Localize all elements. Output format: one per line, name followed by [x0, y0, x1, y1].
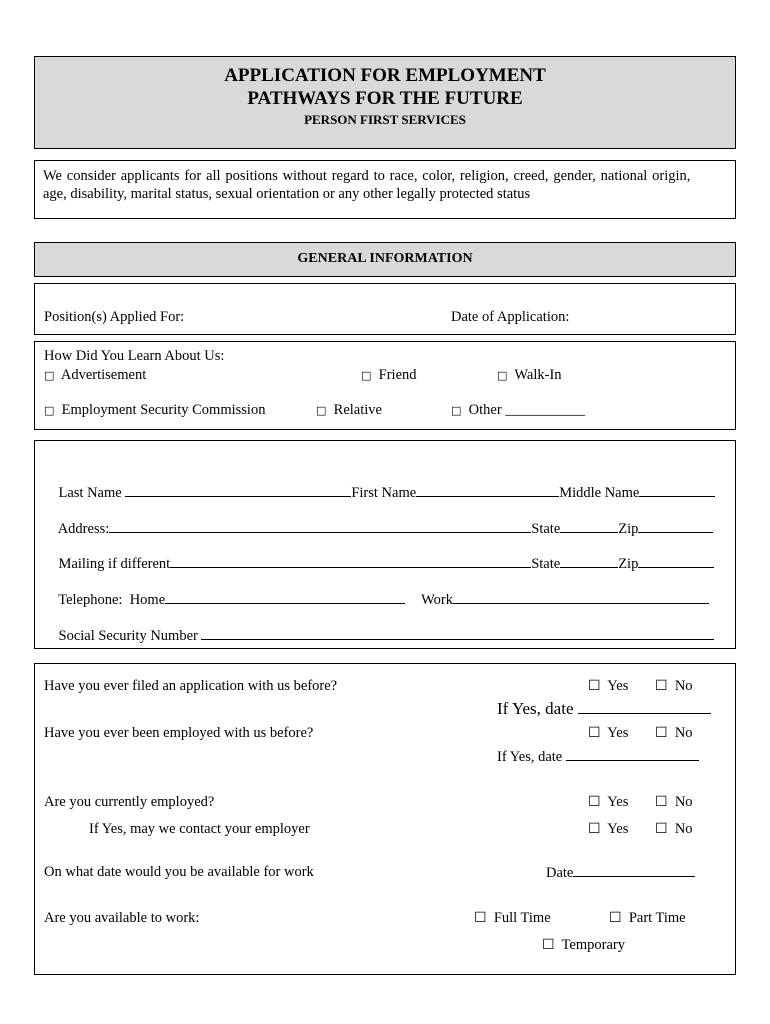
question-contact-employer: If Yes, may we contact your employer — [89, 821, 310, 837]
mailing-zip-field[interactable] — [638, 554, 714, 568]
telephone-work-field[interactable] — [453, 590, 709, 604]
option-label: Advertisement — [60, 367, 147, 383]
checkbox-icon[interactable]: ☐ — [588, 725, 601, 741]
q1-if-yes-date — [497, 697, 711, 720]
referral-source-box — [34, 341, 736, 430]
option-label: Walk-In — [514, 367, 562, 383]
middle-name-label: Middle Name — [559, 485, 640, 501]
address-field[interactable] — [109, 519, 531, 533]
yes-label: Yes — [607, 794, 629, 810]
general-information-header — [34, 242, 736, 277]
full-time-label: Full Time — [493, 910, 551, 926]
temporary-label: Temporary — [561, 937, 625, 953]
question-filed-before: Have you ever filed an application with us before? — [44, 678, 338, 694]
notice-line-2: age, disability, marital status, sexual orientation or any other legally protected status — [43, 186, 531, 202]
checkbox-icon[interactable]: ☐ — [542, 937, 555, 953]
yes-label: Yes — [607, 678, 629, 694]
telephone-home-field[interactable] — [165, 590, 405, 604]
checkbox-icon[interactable]: ☐ — [474, 910, 487, 926]
q2-if-yes-date — [497, 747, 699, 766]
if-yes-date-label: If Yes, date — [497, 699, 574, 718]
last-name-field[interactable] — [125, 483, 351, 497]
referral-source-label: How Did You Learn About Us: — [44, 348, 225, 364]
option-part-time[interactable] — [609, 909, 686, 927]
option-label: Relative — [333, 402, 382, 418]
checkbox-icon[interactable]: □ — [497, 369, 508, 382]
mailing-label: Mailing if different — [58, 556, 171, 572]
ssn-label: Social Security Number — [58, 628, 198, 644]
option-walk-in[interactable] — [497, 366, 562, 385]
checkbox-icon[interactable]: ☐ — [655, 794, 668, 810]
yes-label: Yes — [607, 821, 629, 837]
checkbox-icon[interactable]: □ — [44, 369, 55, 382]
option-relative[interactable] — [316, 401, 382, 420]
option-other[interactable] — [451, 401, 585, 420]
telephone-home-label: Telephone: Home — [58, 592, 166, 608]
checkbox-icon[interactable]: ☐ — [588, 821, 601, 837]
question-available-to-work: Are you available to work: — [44, 910, 200, 926]
option-label: Other — [468, 402, 502, 418]
last-name-label: Last Name — [58, 485, 122, 501]
q2-date-field[interactable] — [566, 747, 699, 761]
form-subtitle: PERSON FIRST SERVICES — [304, 112, 466, 127]
option-label: Friend — [378, 367, 417, 383]
general-information-title: GENERAL INFORMATION — [297, 251, 473, 266]
question-employed-before: Have you ever been employed with us before? — [44, 725, 314, 741]
option-employment-security-commission[interactable] — [44, 401, 265, 420]
q2-yes[interactable] — [588, 724, 628, 742]
no-label: No — [674, 794, 693, 810]
ssn-field[interactable] — [201, 626, 714, 640]
mailing-state-label: State — [531, 556, 561, 572]
mailing-zip-label: Zip — [618, 556, 639, 572]
position-applied-label: Position(s) Applied For: — [44, 309, 185, 325]
date-label: Date — [546, 865, 574, 881]
header-box — [34, 56, 736, 149]
q1-date-field[interactable] — [578, 697, 711, 714]
checkbox-icon[interactable]: ☐ — [609, 910, 622, 926]
address-label: Address: — [57, 521, 110, 537]
q3-no[interactable] — [655, 793, 693, 811]
no-label: No — [674, 725, 693, 741]
checkbox-icon[interactable]: □ — [451, 404, 462, 417]
q4-yes[interactable] — [588, 820, 628, 838]
q1-no[interactable] — [655, 677, 693, 695]
ssn-row — [44, 608, 714, 663]
option-label: Employment Security Commission — [61, 402, 266, 418]
q2-no[interactable] — [655, 724, 693, 742]
form-title-line1: APPLICATION FOR EMPLOYMENT — [224, 65, 546, 86]
checkbox-icon[interactable]: ☐ — [655, 725, 668, 741]
first-name-field[interactable] — [416, 483, 559, 497]
option-friend[interactable] — [361, 366, 417, 385]
mailing-state-field[interactable] — [560, 554, 618, 568]
available-date-field[interactable] — [573, 863, 695, 877]
checkbox-icon[interactable]: ☐ — [655, 821, 668, 837]
question-currently-employed: Are you currently employed? — [44, 794, 215, 810]
form-title-line2: PATHWAYS FOR THE FUTURE — [247, 88, 523, 109]
option-full-time[interactable] — [474, 909, 551, 927]
employment-questions-box — [34, 663, 736, 975]
state-label: State — [531, 521, 561, 537]
checkbox-icon[interactable]: ☐ — [655, 678, 668, 694]
state-field[interactable] — [560, 519, 618, 533]
equal-opportunity-notice — [34, 160, 736, 219]
position-box — [34, 283, 736, 335]
telephone-work-label: Work — [421, 592, 454, 608]
notice-line-1: We consider applicants for all positions without regard to race, color, religion, creed, gender, national origin, — [43, 168, 691, 184]
q1-yes[interactable] — [588, 677, 628, 695]
middle-name-field[interactable] — [639, 483, 715, 497]
option-temporary[interactable] — [542, 936, 625, 954]
checkbox-icon[interactable]: □ — [44, 404, 55, 417]
option-advertisement[interactable] — [44, 366, 146, 385]
personal-info-box — [34, 440, 736, 649]
part-time-label: Part Time — [628, 910, 686, 926]
no-label: No — [674, 678, 693, 694]
no-label: No — [674, 821, 693, 837]
first-name-label: First Name — [351, 485, 417, 501]
zip-label: Zip — [618, 521, 639, 537]
available-date — [546, 863, 695, 882]
q4-no[interactable] — [655, 820, 693, 838]
checkbox-icon[interactable]: □ — [361, 369, 372, 382]
q3-yes[interactable] — [588, 793, 628, 811]
checkbox-icon[interactable]: ☐ — [588, 678, 601, 694]
other-blank[interactable]: ___________ — [505, 402, 586, 418]
question-available-date: On what date would you be available for work — [44, 864, 314, 880]
zip-field[interactable] — [638, 519, 713, 533]
if-yes-date-label: If Yes, date — [497, 749, 563, 765]
date-of-application-label: Date of Application: — [451, 309, 570, 325]
checkbox-icon[interactable]: ☐ — [588, 794, 601, 810]
mailing-field[interactable] — [170, 554, 531, 568]
checkbox-icon[interactable]: □ — [316, 404, 327, 417]
yes-label: Yes — [607, 725, 629, 741]
